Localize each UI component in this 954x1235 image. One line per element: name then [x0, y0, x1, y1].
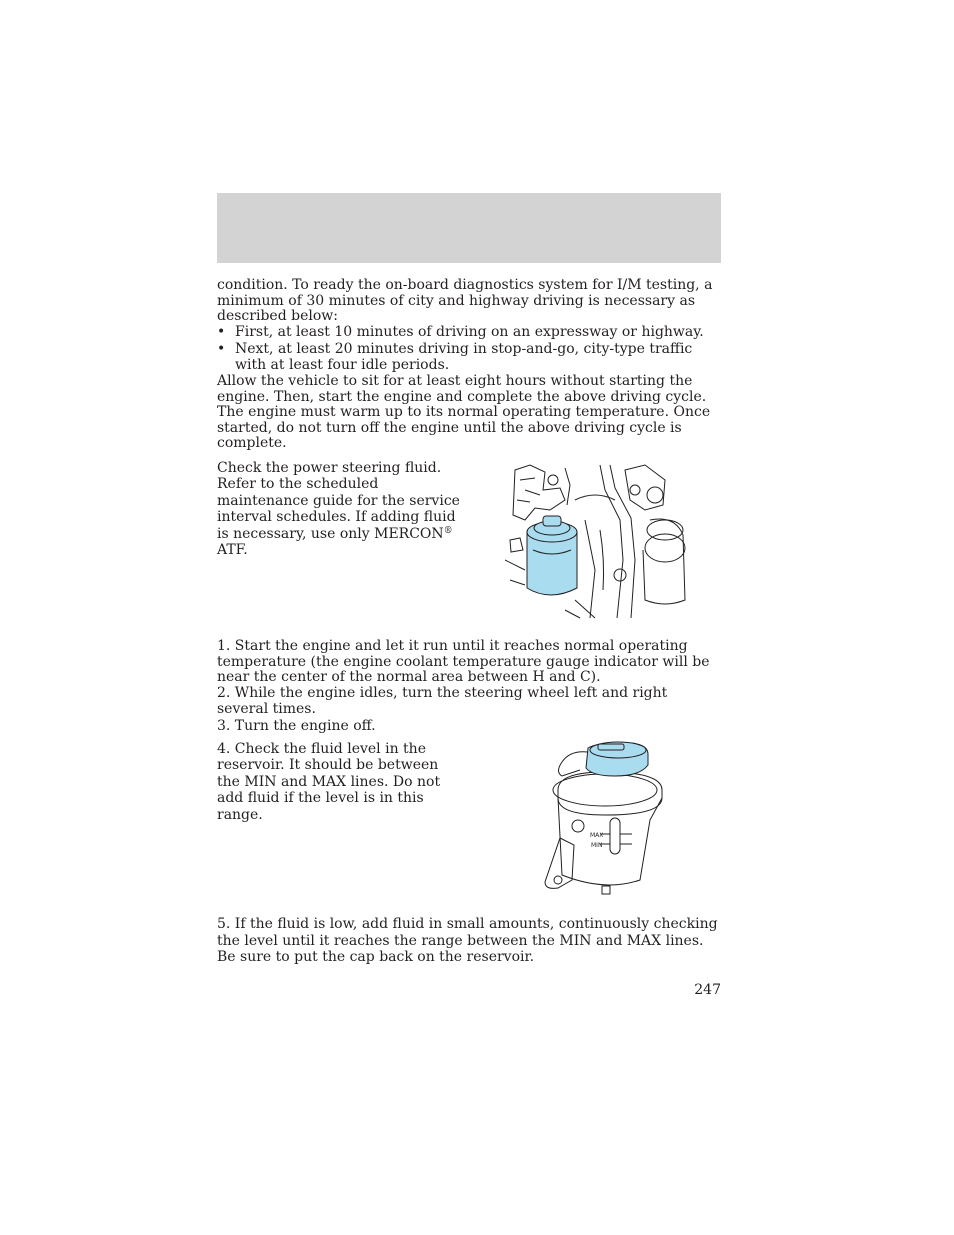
power-steering-text-end: ATF. — [217, 542, 248, 559]
min-label: MIN — [591, 842, 603, 849]
engine-compartment-figure — [505, 460, 690, 620]
registered-mark: ® — [443, 525, 453, 536]
header-band — [217, 193, 721, 263]
step-5: 5. If the fluid is low, add fluid in small amounts, continuously checking the level until it reaches the range between the MIN and MAX lines. Be sure to put the cap back on the reservoir. — [217, 916, 718, 966]
driving-cycle-paragraph: Allow the vehicle to sit for at least eight hours without starting the engine. Then, start the engine and complete the above driving cycle. The engine must warm up to its normal operating temperature. Once started, do not turn off the engine until the above driving cycle is complete. — [217, 373, 711, 452]
bullet-text: Next, at least 20 minutes driving in stop-and-go, city-type traffic with at least four idle periods. — [235, 341, 693, 373]
page-number: 247 — [694, 982, 721, 998]
power-steering-text: Check the power steering fluid. Refer to the scheduled maintenance guide for the service interval schedules. If adding fluid is necessary, use only MERCON — [217, 460, 460, 542]
reservoir-figure — [540, 740, 690, 902]
intro-paragraph: condition. To ready the on-board diagnostics system for I/M testing, a minimum of 30 minutes of city and highway driving is necessary as described below: — [217, 277, 713, 325]
power-steering-paragraph — [217, 460, 469, 558]
step-2: 2. While the engine idles, turn the steering wheel left and right several times. — [217, 685, 668, 717]
step-4: 4. Check the fluid level in the reservoir. It should be between the MIN and MAX lines. Do not add fluid if the level is in this range. — [217, 741, 441, 823]
bullet-icon: • — [217, 341, 226, 357]
step-3: 3. Turn the engine off. — [217, 718, 376, 734]
bullet-text: First, at least 10 minutes of driving on an expressway or highway. — [235, 324, 704, 340]
max-label: MAX — [590, 832, 604, 839]
step-1: 1. Start the engine and let it run until it reaches normal operating temperature (the engine coolant temperature gauge indicator will be near the center of the normal area between H and C). — [217, 638, 710, 686]
bullet-icon: • — [217, 324, 226, 340]
